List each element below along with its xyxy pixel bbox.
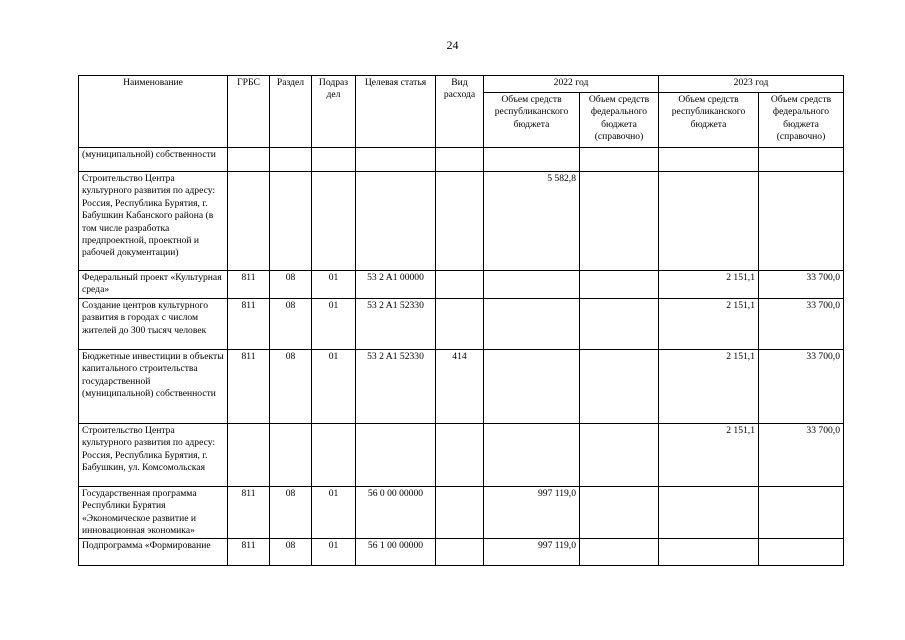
row-fed-2023: 33 700,0 (759, 423, 844, 486)
row-celevaya-statya: 53 2 A1 52330 (356, 298, 436, 349)
header-rep-2023: Объем средств республиканского бюджета (659, 93, 759, 148)
row-name: Федеральный проект «Культурная среда» (79, 271, 228, 299)
row-celevaya-statya: 53 2 A1 52330 (356, 349, 436, 423)
table-row (79, 298, 844, 349)
row-rep-2023 (659, 486, 759, 539)
row-grbs (228, 172, 270, 271)
header-name: Наименование (79, 76, 228, 148)
row-celevaya-statya: 56 0 00 00000 (356, 486, 436, 539)
row-razdel: 08 (270, 271, 312, 299)
row-name: Создание центров культурного развития в городах с числом жителей до 300 тысяч человек (79, 298, 228, 349)
row-rep-2022 (484, 298, 580, 349)
row-celevaya-statya (356, 423, 436, 486)
row-vid-rashoda: 414 (436, 349, 484, 423)
row-rep-2022 (484, 349, 580, 423)
row-celevaya-statya: 56 1 00 00000 (356, 539, 436, 566)
table-row (79, 148, 844, 172)
header-rep-2022: Объем средств республиканского бюджета (484, 93, 580, 148)
row-fed-2022 (580, 172, 659, 271)
page-number: 24 (446, 38, 459, 52)
row-rep-2023 (659, 172, 759, 271)
table-row (79, 172, 844, 271)
row-vid-rashoda (436, 271, 484, 299)
row-vid-rashoda (436, 148, 484, 172)
row-fed-2022 (580, 423, 659, 486)
row-rep-2023: 2 151,1 (659, 349, 759, 423)
row-name: Подпрограмма «Формирование (79, 539, 228, 566)
row-name: Бюджетные инвестиции в объекты капитального строительства государственной (муниципальной) собственности (79, 349, 228, 423)
header-year-2022: 2022 год (484, 76, 659, 93)
row-grbs: 811 (228, 486, 270, 539)
row-grbs: 811 (228, 539, 270, 566)
row-podrazdel: 01 (312, 539, 356, 566)
table-row (79, 486, 844, 539)
row-fed-2022 (580, 148, 659, 172)
row-fed-2023 (759, 539, 844, 566)
row-vid-rashoda (436, 539, 484, 566)
row-rep-2022: 997 119,0 (484, 539, 580, 566)
row-fed-2022 (580, 298, 659, 349)
row-grbs: 811 (228, 271, 270, 299)
row-podrazdel: 01 (312, 298, 356, 349)
row-name: Строительство Центра культурного развития по адресу: Россия, Республика Бурятия, г. Бабушкин, ул. Комсомольская (79, 423, 228, 486)
row-podrazdel (312, 423, 356, 486)
header-podrazdel: Подраз дел (312, 76, 356, 148)
row-razdel (270, 423, 312, 486)
row-rep-2023 (659, 148, 759, 172)
table-row (79, 349, 844, 423)
row-razdel: 08 (270, 486, 312, 539)
row-podrazdel (312, 148, 356, 172)
row-fed-2023: 33 700,0 (759, 349, 844, 423)
row-fed-2023 (759, 172, 844, 271)
row-podrazdel (312, 172, 356, 271)
table-row (79, 423, 844, 486)
row-razdel: 08 (270, 539, 312, 566)
header-grbs: ГРБС (228, 76, 270, 148)
row-fed-2022 (580, 349, 659, 423)
row-name: Государственная программа Республики Бурятия «Экономическое развитие и инновационная экономика» (79, 486, 228, 539)
row-rep-2023 (659, 539, 759, 566)
table-body (79, 148, 844, 566)
row-name: (муниципальной) собственности (79, 148, 228, 172)
header-celevaya-statya: Целевая статья (356, 76, 436, 148)
row-rep-2023: 2 151,1 (659, 423, 759, 486)
row-celevaya-statya (356, 172, 436, 271)
row-podrazdel: 01 (312, 271, 356, 299)
row-razdel: 08 (270, 298, 312, 349)
header-razdel: Раздел (270, 76, 312, 148)
row-fed-2023: 33 700,0 (759, 271, 844, 299)
header-fed-2022: Объем средств федерального бюджета (справочно) (580, 93, 659, 148)
row-vid-rashoda (436, 423, 484, 486)
row-vid-rashoda (436, 298, 484, 349)
header-vid-rashoda: Вид расхода (436, 76, 484, 148)
row-grbs (228, 148, 270, 172)
row-podrazdel: 01 (312, 349, 356, 423)
row-rep-2023: 2 151,1 (659, 298, 759, 349)
row-vid-rashoda (436, 486, 484, 539)
row-rep-2023: 2 151,1 (659, 271, 759, 299)
row-grbs: 811 (228, 298, 270, 349)
row-celevaya-statya (356, 148, 436, 172)
row-razdel: 08 (270, 349, 312, 423)
row-fed-2023 (759, 486, 844, 539)
header-fed-2023: Объем средств федерального бюджета (справочно) (759, 93, 844, 148)
row-celevaya-statya: 53 2 A1 00000 (356, 271, 436, 299)
row-podrazdel: 01 (312, 486, 356, 539)
row-rep-2022 (484, 423, 580, 486)
row-grbs: 811 (228, 349, 270, 423)
table-header (79, 76, 844, 148)
row-vid-rashoda (436, 172, 484, 271)
table-row (79, 539, 844, 566)
row-name: Строительство Центра культурного развития по адресу: Россия, Республика Бурятия, г. Бабушкин Кабанского района (в том числе разработка предпроектной, проектной и рабочей документации) (79, 172, 228, 271)
row-rep-2022 (484, 148, 580, 172)
budget-table (78, 75, 844, 566)
row-rep-2022: 997 119,0 (484, 486, 580, 539)
row-grbs (228, 423, 270, 486)
row-fed-2022 (580, 271, 659, 299)
row-fed-2023 (759, 148, 844, 172)
row-razdel (270, 148, 312, 172)
row-razdel (270, 172, 312, 271)
row-fed-2022 (580, 539, 659, 566)
row-rep-2022 (484, 271, 580, 299)
row-fed-2022 (580, 486, 659, 539)
table-row (79, 271, 844, 299)
header-year-2023: 2023 год (659, 76, 844, 93)
row-fed-2023: 33 700,0 (759, 298, 844, 349)
row-rep-2022: 5 582,8 (484, 172, 580, 271)
